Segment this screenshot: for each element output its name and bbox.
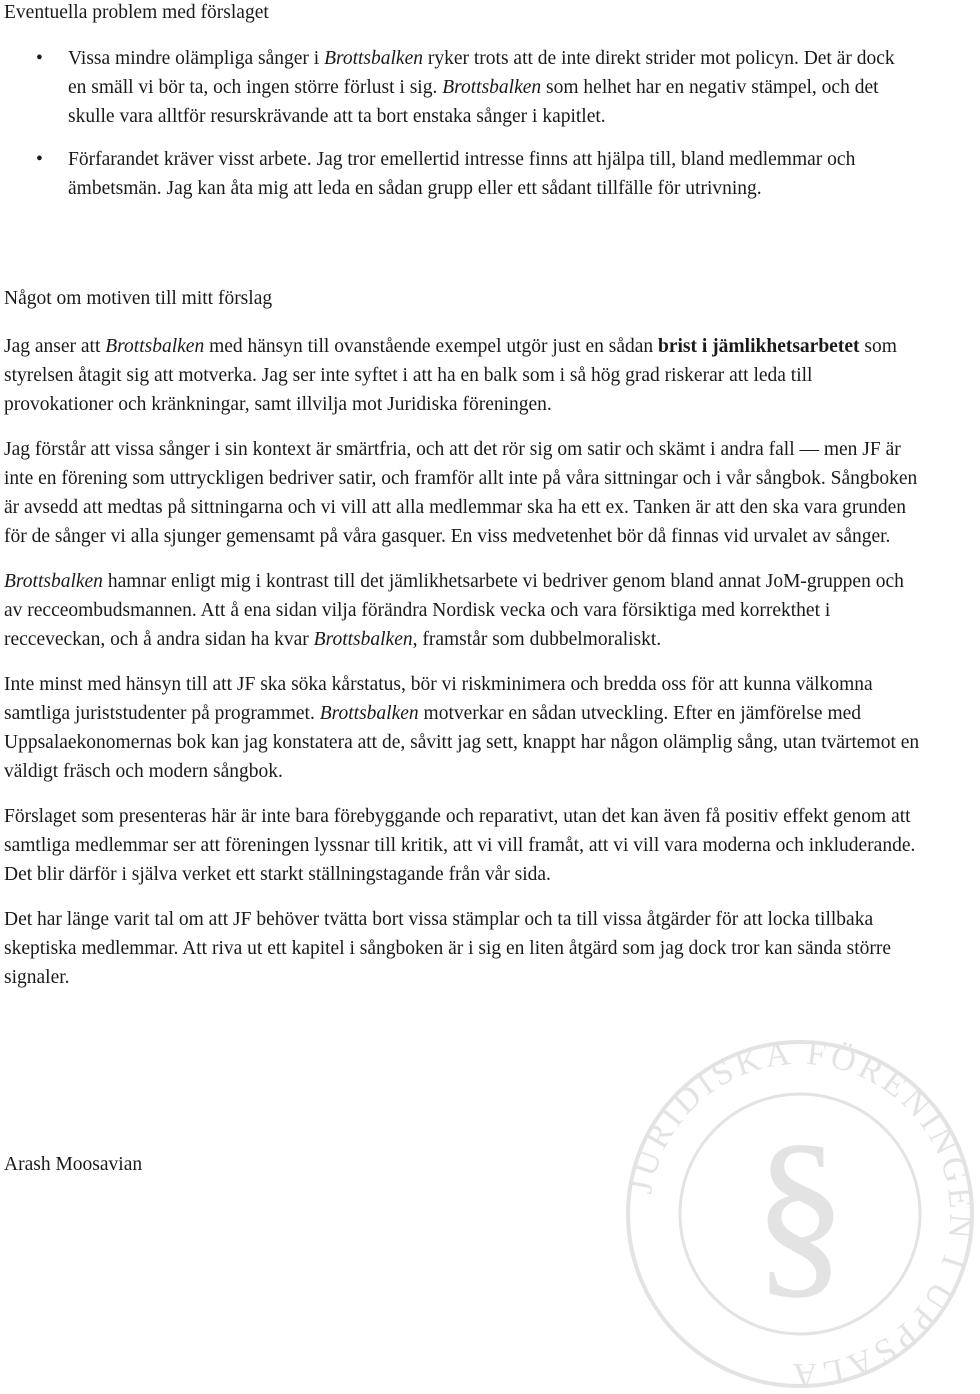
paragraph-3: Brottsbalken hamnar enligt mig i kontrast till det jämlikhetsarbete vi bedriver genom bland annat JoM-gruppen och av recceombudsmannen. Att å ena sidan vilja förändra Nordisk vecka och vara försiktiga med korrekthet i recceveckan, och å andra sidan ha kvar Brottsbalken, framstår som dubbelmoraliskt. <box>4 571 904 650</box>
motives-heading: Något om motiven till mitt förslag <box>4 288 273 309</box>
list-item: • Förfarandet kräver visst arbete. Jag tror emellertid intresse finns att hjälpa till, bland medlemmar och ämbetsmän. Jag kan åta mig att leda en sådan grupp eller ett sådant tillfälle för utrivning. <box>4 145 904 203</box>
paragraph-4: Inte minst med hänsyn till att JF ska söka kårstatus, bör vi riskminimera och bredda oss för att kunna välkomna samtliga juriststudenter på programmet. Brottsbalken motverkar en sådan utveckling. Efter en jämförelse med Uppsalaekonomernas bok kan jag konstatera att de, såvitt jag sett, knappt har någon olämplig sång, utan tvärtemot en väldigt fräsch och modern sångbok. <box>4 674 920 782</box>
paragraph-6: Det har länge varit tal om att JF behöver tvätta bort vissa stämplar och ta till vissa åtgärder för att locka tillbaka skeptiska medlemmar. Att riva ut ett kapitel i sångboken är i sig en liten åtgärd som jag dock tror kan sända större signaler. <box>4 909 892 988</box>
list-item: • Vissa mindre olämpliga sånger i Brottsbalken ryker trots att de inte direkt strider mot policyn. Det är dock en smäll vi bör ta, och ingen större förlust i sig. Brottsbalken som helhet har en negativ stämpel, och det skulle vara alltför resurskrävande att ta bort enstaka sånger i kapitlet. <box>4 44 904 131</box>
problems-heading: Eventuella problem med förslaget <box>4 2 269 23</box>
paragraph-1: Jag anser att Brottsbalken med hänsyn till ovanstående exempel utgör just en sådan brist i jämlikhetsarbetet som styrelsen åtagit sig att motverka. Jag ser inte syftet i att ha en balk som i så hög grad riskerar att leda till provokationer och kränkningar, samt illvilja mot Juridiska föreningen. <box>4 336 897 415</box>
paragraph-2: Jag förstår att vissa sånger i sin kontext är smärtfria, och att det rör sig om satir och skämt i andra fall — men JF är inte en förening som uttryckligen bedriver satir, och framför allt inte på våra sittningar och i vår sångbok. Sångboken är avsedd att medtas på sittningarna och vi vill att alla medlemmar ska ha ett ex. Tanken är att den ska vara grunden för de sånger vi alla sjunger gemensamt på våra gasquer. En viss medvetenhet bör då finnas vid urvalet av sånger. <box>4 439 918 547</box>
seal-watermark <box>620 1034 980 1394</box>
signature: Arash Moosavian <box>4 1154 143 1175</box>
seal-text: JURIDISKA FÖRENINGEN I UPPSALA <box>622 1034 980 1394</box>
body-text <box>4 332 924 1008</box>
paragraph-5: Förslaget som presenteras här är inte bara förebyggande och reparativt, utan det kan även få positiv effekt genom att samtliga medlemmar ser att föreningen lyssnar till kritik, att vi vill framåt, att vi vill vara moderna och inkluderande. Det blir därför i själva verket ett starkt ställningstagande från vår sida. <box>4 806 916 885</box>
bullet-icon: • <box>36 149 43 170</box>
problems-list <box>4 44 904 217</box>
bullet-icon: • <box>36 48 43 69</box>
section-sign-icon: § <box>752 1106 848 1316</box>
